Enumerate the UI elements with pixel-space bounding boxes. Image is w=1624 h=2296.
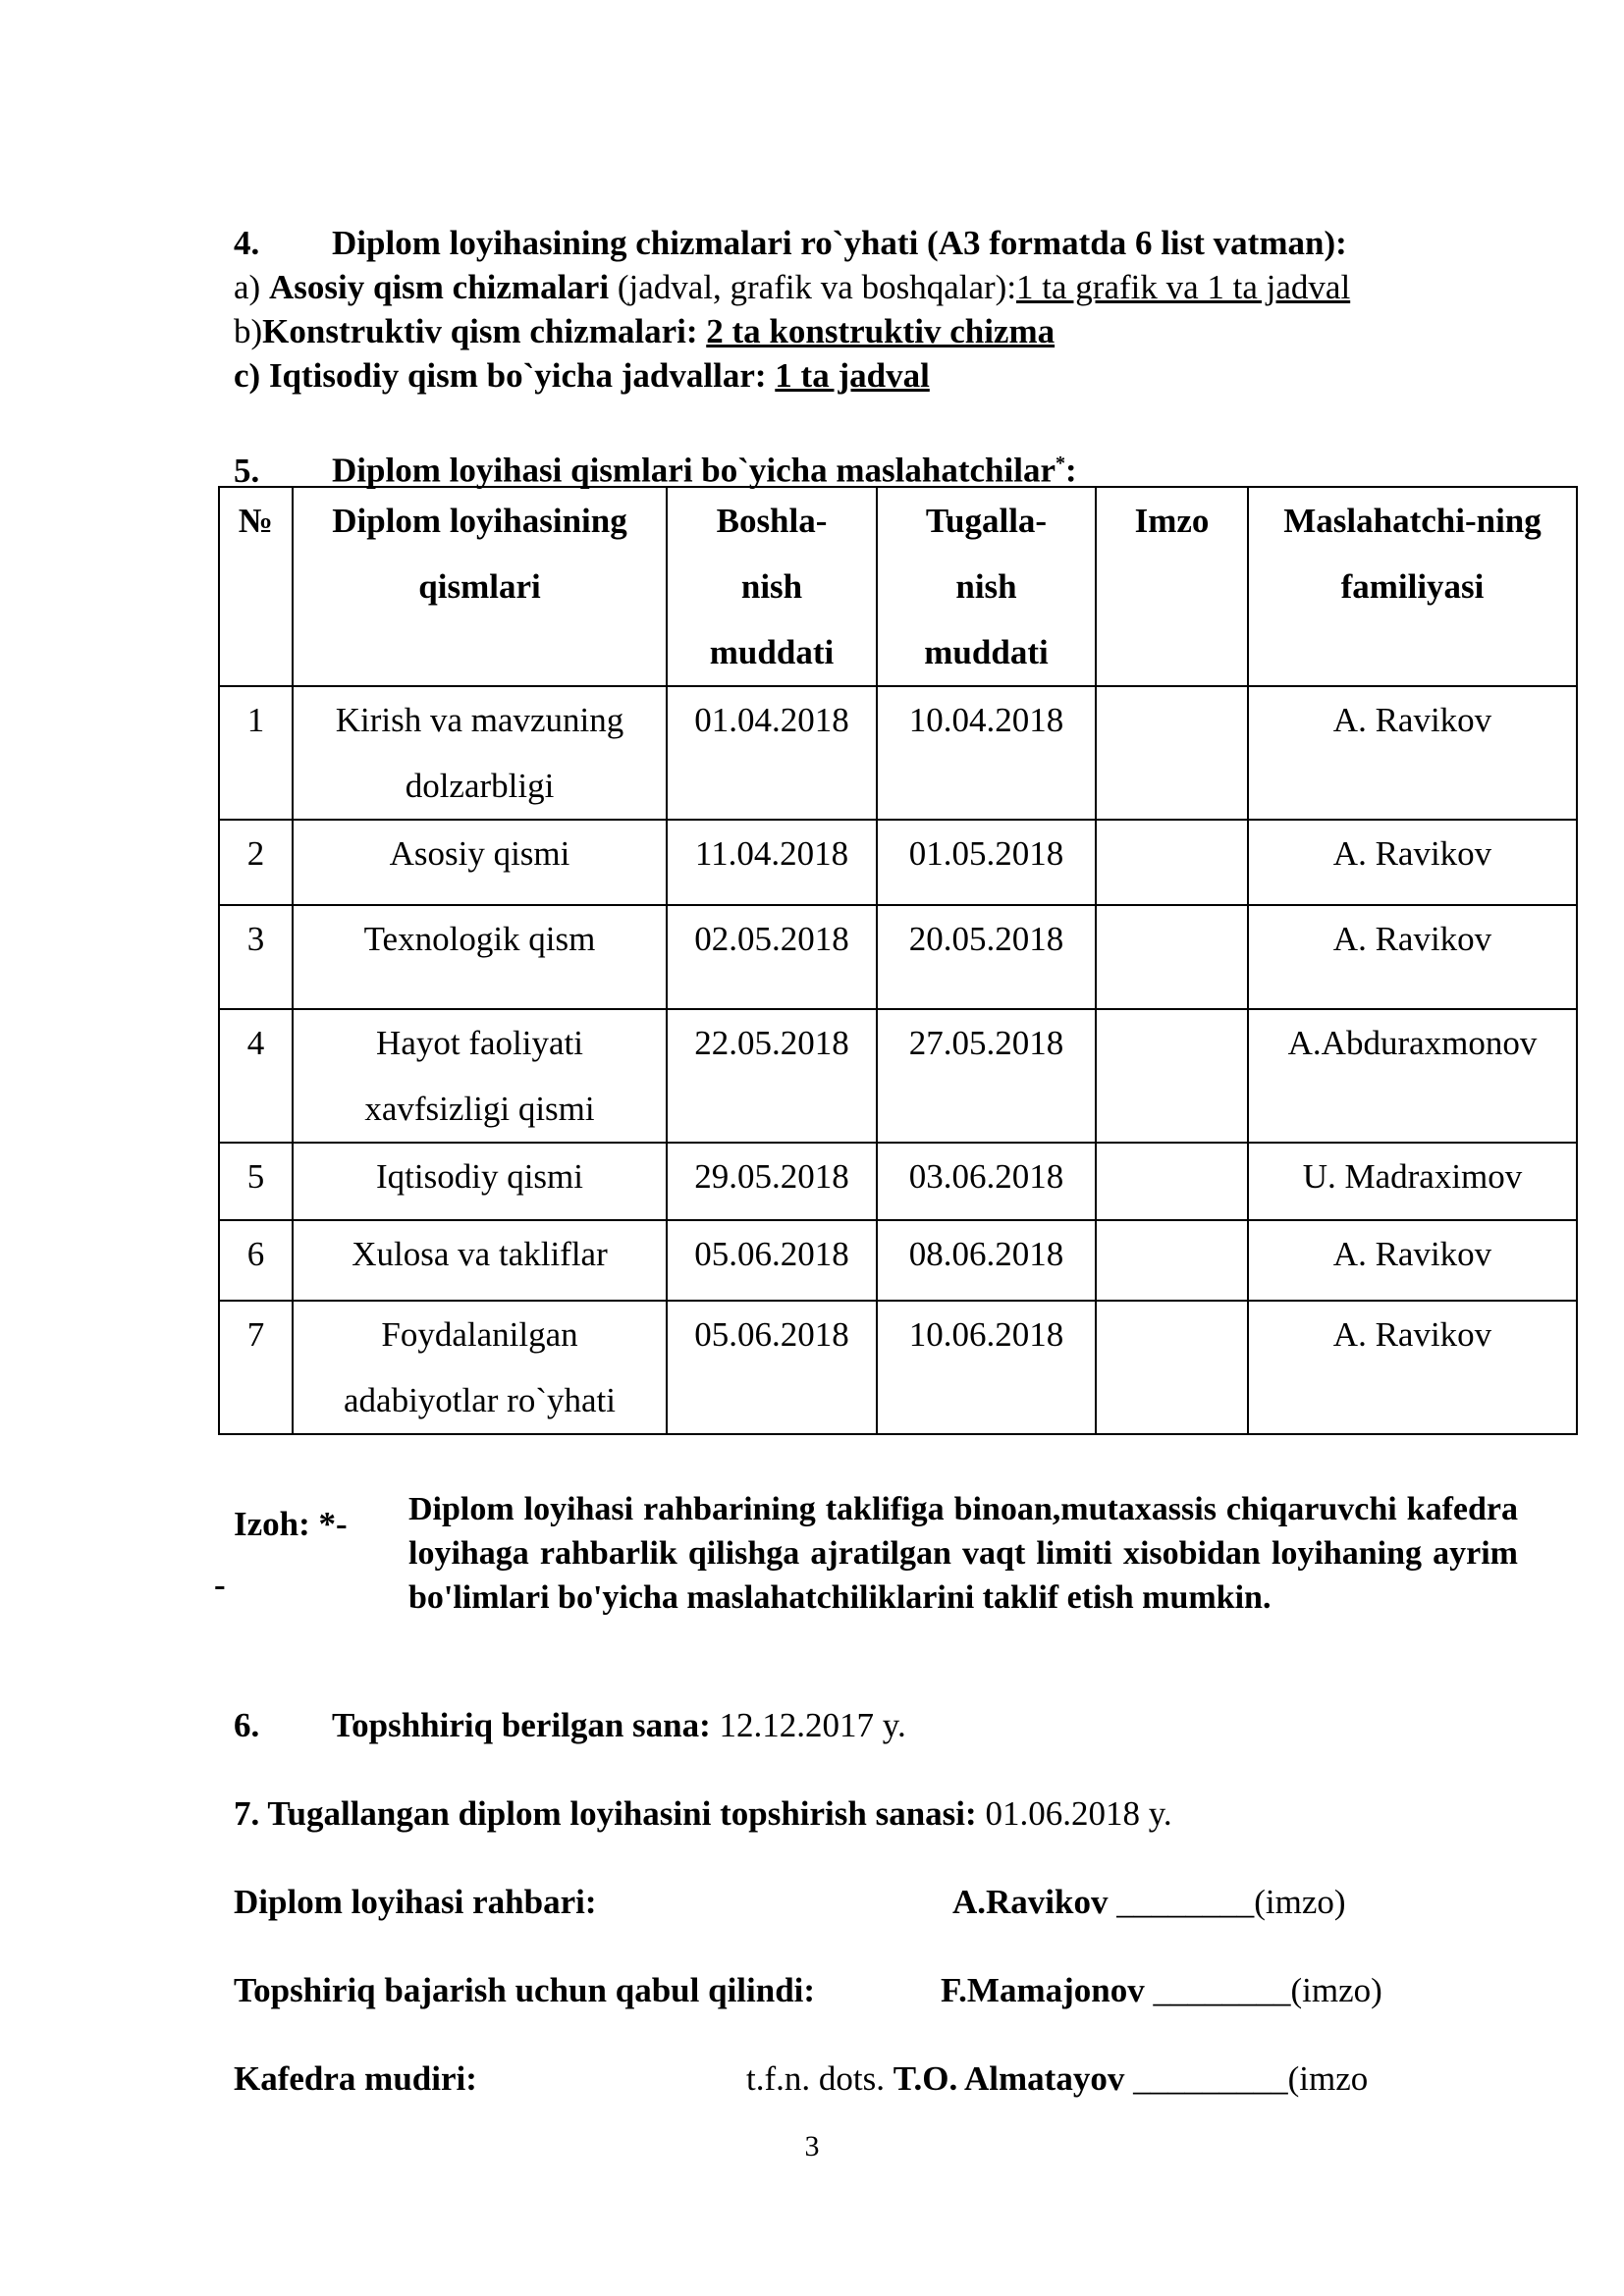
line-value: 1 ta jadval: [775, 356, 930, 395]
row-part: Xulosa va takliflar: [293, 1220, 667, 1301]
header-part: Diplom loyihasining qismlari: [293, 487, 667, 686]
table-row: [219, 905, 1577, 1009]
drawings-line-c: [234, 353, 930, 398]
section-number: 5.: [234, 451, 260, 490]
header-consultant: Maslahatchi-ning familiyasi: [1248, 487, 1577, 686]
row-consultant: U. Madraximov: [1248, 1143, 1577, 1220]
row-end-date: 08.06.2018: [877, 1220, 1096, 1301]
line-paren: (jadval, grafik va boshqalar):: [609, 268, 1017, 306]
row-number: 7: [219, 1301, 293, 1434]
row-start-date: 29.05.2018: [667, 1143, 877, 1220]
row-part: Hayot faoliyati xavfsizligi qismi: [293, 1009, 667, 1143]
signature-line: ________: [1108, 1883, 1255, 1921]
supervisor-name: A.Ravikov: [952, 1883, 1109, 1921]
header-end: Tugalla- nish muddati: [877, 487, 1096, 686]
imzo-label: (imzo): [1290, 1971, 1382, 2009]
note-text: Diplom loyihasi rahbarining taklifiga binoan,mutaxassis chiqaruvchi kafedra loyihaga rahbarlik qilishga ajratilgan vaqt limiti xisobidan loyihaning ayrim bo'limlari bo'yicha maslahatchiliklarini taklif etish mumkin.: [408, 1491, 1518, 1616]
row-consultant: A. Ravikov: [1248, 1220, 1577, 1301]
line-label: c) Iqtisodiy qism bo`yicha jadvallar:: [234, 356, 776, 395]
row-signature: [1096, 686, 1248, 820]
section-value: 12.12.2017 y.: [710, 1706, 906, 1744]
table-row: [219, 820, 1577, 905]
line-value: 1 ta grafik va 1 ta jadval: [1016, 268, 1351, 306]
supervisor-signature: [952, 1880, 1346, 1924]
header-number: №: [219, 487, 293, 686]
row-part: Foydalanilgan adabiyotlar ro`yhati: [293, 1301, 667, 1434]
row-end-date: 20.05.2018: [877, 905, 1096, 1009]
section-label: Topshhiriq berilgan sana:: [332, 1706, 711, 1744]
head-label: Kafedra mudiri:: [234, 2059, 477, 2098]
accepted-signature: [941, 1968, 1382, 2012]
row-start-date: 22.05.2018: [667, 1009, 877, 1143]
signature-line: _________: [1124, 2059, 1288, 2098]
row-consultant: A. Ravikov: [1248, 686, 1577, 820]
table-row: [219, 1220, 1577, 1301]
page-number: 3: [804, 2130, 820, 2163]
row-number: 2: [219, 820, 293, 905]
row-part: Kirish va mavzuning dolzarbligi: [293, 686, 667, 820]
consultants-table: [218, 486, 1578, 1435]
row-number: 1: [219, 686, 293, 820]
row-end-date: 10.06.2018: [877, 1301, 1096, 1434]
drawings-line-b: [234, 309, 1055, 353]
row-start-date: 01.04.2018: [667, 686, 877, 820]
imzo-label: (imzo): [1254, 1883, 1346, 1921]
section-number: 6.: [234, 1706, 260, 1744]
section-6: [234, 1703, 906, 1747]
row-number: 5: [219, 1143, 293, 1220]
row-consultant: A. Ravikov: [1248, 1301, 1577, 1434]
section-4-heading: [234, 221, 1347, 265]
accepted-label: Topshiriq bajarish uchun qabul qilindi:: [234, 1971, 816, 2009]
section-number: 4.: [234, 224, 260, 262]
header-start: Boshla- nish muddati: [667, 487, 877, 686]
row-signature: [1096, 905, 1248, 1009]
head-name: T.O. Almatayov: [893, 2059, 1125, 2098]
row-signature: [1096, 1220, 1248, 1301]
row-start-date: 05.06.2018: [667, 1220, 877, 1301]
head-signature: [746, 2056, 1368, 2101]
line-value: 2 ta konstruktiv chizma: [706, 312, 1056, 350]
row-consultant: A. Ravikov: [1248, 905, 1577, 1009]
supervisor-label: Diplom loyihasi rahbari:: [234, 1883, 597, 1921]
row-signature: [1096, 820, 1248, 905]
row-end-date: 03.06.2018: [877, 1143, 1096, 1220]
row-consultant: A. Ravikov: [1248, 820, 1577, 905]
row-signature: [1096, 1009, 1248, 1143]
row-end-date: 01.05.2018: [877, 820, 1096, 905]
row-consultant: A.Abduraxmonov: [1248, 1009, 1577, 1143]
line-label: Konstruktiv qism chizmalari:: [262, 312, 707, 350]
row-signature: [1096, 1143, 1248, 1220]
row-start-date: 11.04.2018: [667, 820, 877, 905]
row-start-date: 05.06.2018: [667, 1301, 877, 1434]
imzo-label: (imzo: [1287, 2059, 1369, 2098]
table-header-row: [219, 487, 1577, 686]
row-part: Texnologik qism: [293, 905, 667, 1009]
table-row: [219, 1143, 1577, 1220]
row-start-date: 02.05.2018: [667, 905, 877, 1009]
table-row: [219, 1009, 1577, 1143]
line-prefix: a): [234, 268, 269, 306]
row-part: Asosiy qismi: [293, 820, 667, 905]
note-label: Izoh: *-: [234, 1505, 348, 1543]
drawings-line-a: [234, 265, 1350, 309]
signature-line: ________: [1144, 1971, 1291, 2009]
section-title: Diplom loyihasi qismlari bo`yicha maslahatchilar: [332, 451, 1056, 490]
row-signature: [1096, 1301, 1248, 1434]
section-value: 01.06.2018 y.: [976, 1794, 1172, 1833]
section-label: 7. Tugallangan diplom loyihasini topshirish sanasi:: [234, 1794, 977, 1833]
row-end-date: 27.05.2018: [877, 1009, 1096, 1143]
line-label: Asosiy qism chizmalari: [268, 268, 610, 306]
table-row: [219, 1301, 1577, 1434]
section-title: Diplom loyihasining chizmalari ro`yhati (A3 formatda 6 list vatman):: [332, 224, 1347, 262]
accepted-name: F.Mamajonov: [941, 1971, 1145, 2009]
row-part: Iqtisodiy qismi: [293, 1143, 667, 1220]
section-5-heading: [234, 442, 1077, 493]
note-dash: -: [214, 1566, 226, 1604]
row-number: 4: [219, 1009, 293, 1143]
footnote-mark: *: [1056, 453, 1065, 474]
head-title: t.f.n. dots.: [746, 2059, 893, 2098]
header-signature: Imzo: [1096, 487, 1248, 686]
table-row: [219, 686, 1577, 820]
row-end-date: 10.04.2018: [877, 686, 1096, 820]
row-number: 6: [219, 1220, 293, 1301]
section-7: [234, 1791, 1172, 1836]
line-prefix: b): [234, 312, 263, 350]
row-number: 3: [219, 905, 293, 1009]
title-colon: :: [1065, 451, 1077, 490]
